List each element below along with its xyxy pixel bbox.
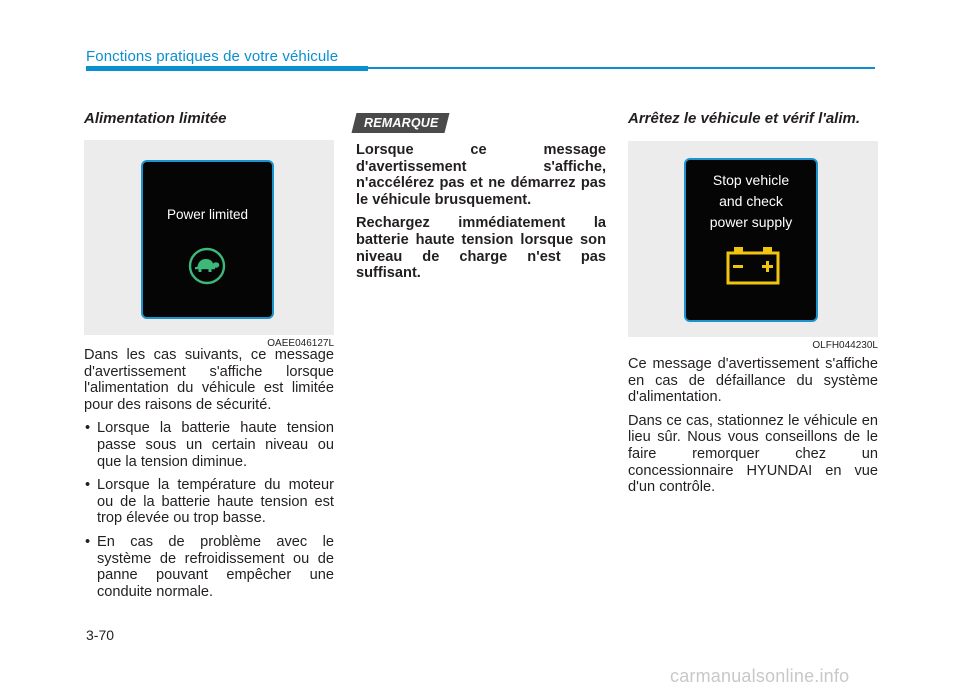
turtle-icon <box>187 246 227 286</box>
header-bar <box>86 66 368 71</box>
battery-icon <box>724 244 782 286</box>
figure-caption: OLFH044230L <box>812 340 878 351</box>
stop-vehicle-figure <box>628 141 878 351</box>
body-paragraph: Dans ce cas, stationnez le véhicule en lieu sûr. Nous vous conseillons de le faire remorquer chez un concessionnaire HYUNDAI en vue d'un contrôle. <box>628 412 878 496</box>
header-rule <box>368 67 875 69</box>
note-paragraph: Lorsque ce message d'avertissement s'affiche, n'accélérez pas et ne démarrez pas le véhicule brusquement. <box>356 142 606 208</box>
section-title: Fonctions pratiques de votre véhicule <box>86 48 339 65</box>
stop-vehicle-text: Stop vehicle and check power supply <box>709 172 793 230</box>
body-paragraph: Ce message d'avertissement s'affiche en cas de défaillance du système d'alimentation. <box>628 356 878 406</box>
note-paragraph: Rechargez immédiatement la batterie haute tension lorsque son niveau de charge n'est pas suffisant. <box>356 215 606 282</box>
list-item: • Lorsque la température du moteur ou de la batterie haute tension est trop élevée ou trop basse. <box>84 477 334 527</box>
left-column <box>84 110 334 607</box>
cluster-display <box>141 160 274 319</box>
power-limited-figure <box>84 140 334 349</box>
power-limited-heading: Alimentation limitée <box>84 110 227 127</box>
watermark: carmanualsonline.info <box>670 666 850 686</box>
middle-column <box>356 110 606 289</box>
intro-paragraph: Dans les cas suivants, ce message d'avertissement s'affiche lorsque l'alimentation du véhicule est limitée pour des raisons de sécurité. <box>84 347 334 413</box>
list-item: • Lorsque la batterie haute tension passe sous un certain niveau ou que la tension diminue. <box>84 420 334 470</box>
remarque-badge: REMARQUE <box>352 113 450 133</box>
figure-caption: OAEE046127L <box>267 338 334 349</box>
note-block <box>356 142 606 282</box>
right-column <box>628 110 878 503</box>
page-number: 3-70 <box>86 627 115 643</box>
conditions-list <box>84 420 334 600</box>
list-item: • En cas de problème avec le système de refroidissement ou de panne pouvant empêcher une conduite normale. <box>84 534 334 600</box>
power-limited-text: Power limited <box>166 207 249 222</box>
stop-vehicle-heading: Arrêtez le véhicule et vérif l'alim. <box>628 110 861 127</box>
cluster-display <box>684 158 818 322</box>
